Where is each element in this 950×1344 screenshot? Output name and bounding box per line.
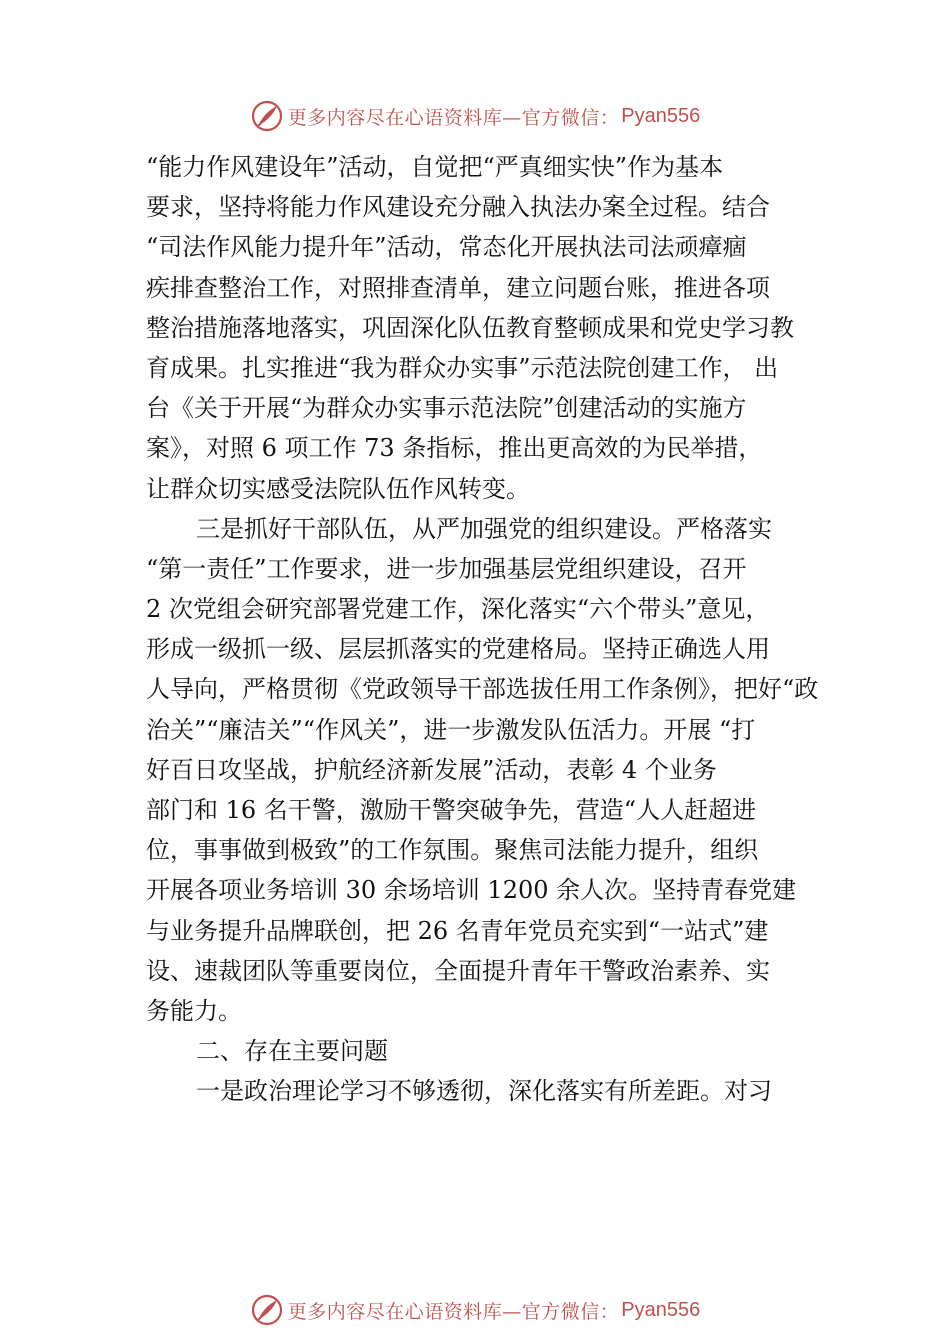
text-line: 部门和 16 名干警，激励干警突破争先，营造“人人赶超进: [146, 796, 757, 824]
text-line: 案》，对照 6 项工作 73 条指标，推出更高效的为民举措，: [146, 434, 763, 463]
feather-quill-seal-icon: [250, 1293, 284, 1327]
document-body: [146, 147, 826, 1112]
text-line: “第一责任”工作要求，进一步加强基层党组织建设，召开: [146, 554, 747, 583]
text-line: 一是政治理论学习不够透彻，深化落实有所差距。对习: [196, 1077, 772, 1106]
text-line: 整治措施落地落实，巩固深化队伍教育整顿成果和党史学习教: [146, 313, 794, 342]
watermark-text: 更多内容尽在心语资料库—官方微信：: [287, 106, 620, 129]
text-line: 务能力。: [146, 996, 242, 1025]
watermark-handle: Pyan556: [621, 104, 701, 127]
text-line: 人导向，严格贯彻《党政领导干部选拔任用工作条例》，把好“政: [146, 675, 819, 704]
footer-watermark: [0, 1290, 950, 1330]
text-line: 2 次党组会研究部署党建工作，深化落实“六个带头”意见，: [146, 595, 770, 624]
text-line: 三是抓好干部队伍，从严加强党的组织建设。严格落实: [196, 514, 772, 543]
text-line: 要求，坚持将能力作风建设充分融入执法办案全过程。结合: [146, 193, 770, 222]
text-line: 治关”“廉洁关”“作风关”，进一步激发队伍活力。开展 “打: [146, 715, 756, 744]
feather-quill-seal-icon: [250, 99, 284, 133]
text-line: 设、速裁团队等重要岗位，全面提升青年干警政治素养、实: [146, 956, 770, 985]
text-line: 开展各项业务培训 30 余场培训 1200 余人次。坚持青春党建: [146, 876, 797, 905]
text-line: 台《关于开展“为群众办实事示范法院”创建活动的实施方: [146, 394, 747, 423]
text-line: “能力作风建设年”活动，自觉把“严真细实快”作为基本: [146, 153, 724, 181]
text-line: 与业务提升品牌联创，把 26 名青年党员充实到“一站式”建: [146, 916, 769, 945]
text-line: 形成一级抓一级、层层抓落实的党建格局。坚持正确选人用: [146, 635, 770, 664]
text-line: 让群众切实感受法院队伍作风转变。: [146, 474, 530, 503]
text-line: 育成果。扎实推进“我为群众办实事”示范法院创建工作， 出: [146, 353, 779, 382]
header-watermark: [0, 96, 950, 136]
watermark-text: 更多内容尽在心语资料库—官方微信：: [287, 1300, 620, 1323]
text-line: 好百日攻坚战，护航经济新发展”活动，表彰 4 个业务: [146, 755, 717, 784]
text-line: “司法作风能力提升年”活动，常态化开展执法司法顽瘴痼: [146, 233, 747, 262]
text-line: 二、存在主要问题: [196, 1037, 388, 1066]
text-line: 疾排查整治工作，对照排查清单，建立问题台账，推进各项: [146, 273, 770, 302]
watermark-handle: Pyan556: [621, 1298, 701, 1321]
text-line: 位，事事做到极致”的工作氛围。聚焦司法能力提升，组织: [146, 836, 759, 865]
